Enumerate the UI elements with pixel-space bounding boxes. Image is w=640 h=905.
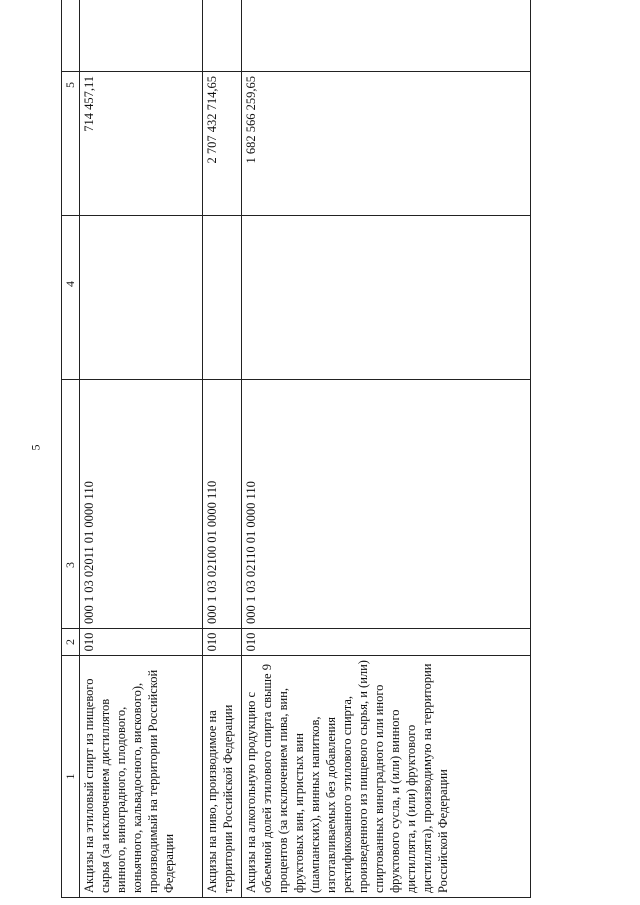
amount-cell: 2 707 432 714,65 [203, 72, 242, 216]
kbk-code-cell: 000 1 03 02110 01 0000 110 [242, 380, 531, 629]
table-row [80, 0, 203, 898]
column-4-cell [242, 216, 531, 380]
column-number-6 [62, 0, 80, 72]
amount-cell: 1 682 566 259,65 [242, 72, 531, 216]
column-number-1: 1 [62, 656, 80, 898]
admin-code-cell: 010 [242, 629, 531, 656]
budget-revenue-table [61, 0, 531, 898]
kbk-code-cell: 000 1 03 02100 01 0000 110 [203, 380, 242, 629]
revenue-name-cell: Акцизы на пиво, производимое на территории Российской Федерации [203, 656, 242, 898]
amount-cell: 714 457,11 [80, 72, 203, 216]
table-row [242, 0, 531, 898]
column-6-cell [203, 0, 242, 72]
page-number: 5 [28, 444, 43, 451]
rotated-table-container [61, 18, 531, 898]
column-number-5: 5 [62, 72, 80, 216]
column-4-cell [203, 216, 242, 380]
column-number-2: 2 [62, 629, 80, 656]
column-number-4: 4 [62, 216, 80, 380]
column-6-cell [80, 0, 203, 72]
column-number-row [62, 0, 80, 898]
admin-code-cell: 010 [80, 629, 203, 656]
revenue-name-cell: Акцизы на алкогольную продукцию с объемной долей этилового спирта свыше 9 процентов (за исключением пива, вин, фруктовых вин, игристых вин (шампанских), винных напитков, изготавливаемых без добавления ректификованного этилового спирта, произведенного из пищевого сырья, и (или) спиртованных виноградного или иного фруктового сусла, и (или) винного дистиллята, и (или) фруктового дистиллята), производимую на территории Российской Федерации [242, 656, 531, 898]
column-number-3: 3 [62, 380, 80, 629]
revenue-name-cell: Акцизы на этиловый спирт из пищевого сырья (за исключением дистиллятов винного, виноградного, плодового, коньячного, кальвадосного, вискового), производимый на территории Российской Федерации [80, 656, 203, 898]
table-row [203, 0, 242, 898]
column-4-cell [80, 216, 203, 380]
kbk-code-cell: 000 1 03 02011 01 0000 110 [80, 380, 203, 629]
column-6-cell [242, 0, 531, 72]
admin-code-cell: 010 [203, 629, 242, 656]
